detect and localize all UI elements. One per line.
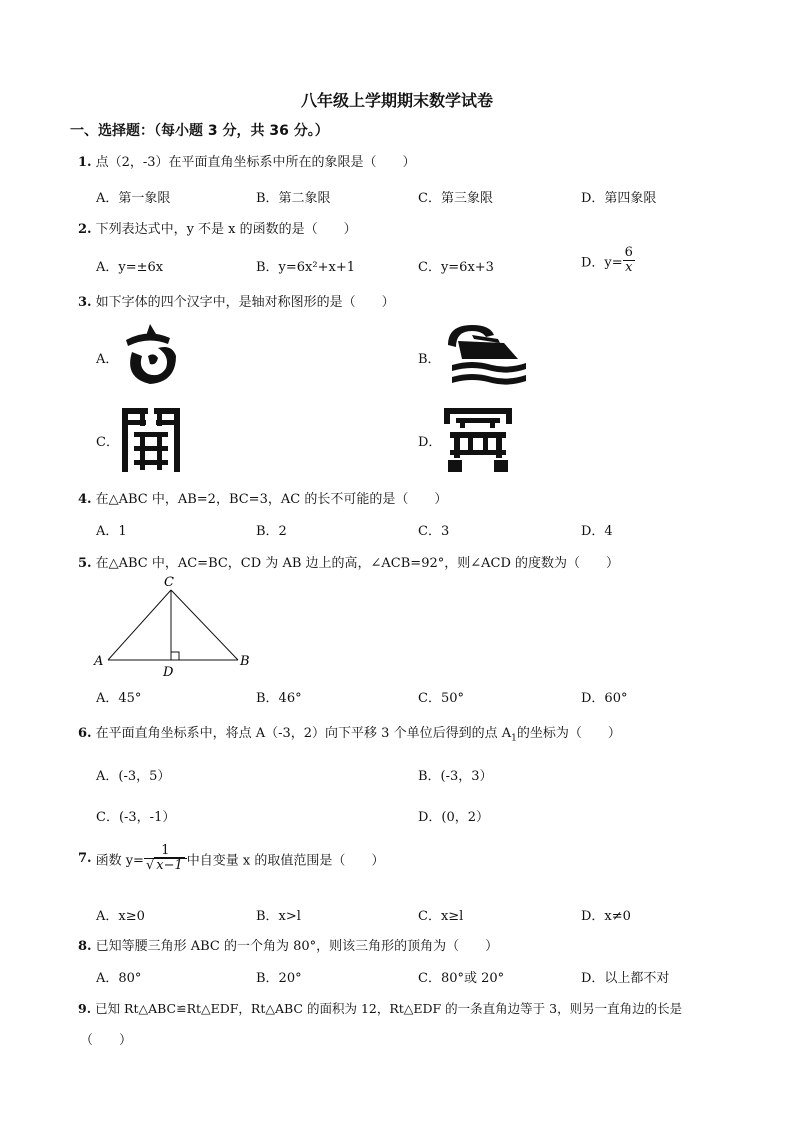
q6-option-a[interactable]: A．(-3，5） [96, 769, 171, 784]
q1-option-d[interactable]: D．第四象限 [581, 191, 657, 206]
calligraphy-glyph-d-image [442, 404, 514, 474]
q7-option-c[interactable]: C．x≥l [418, 909, 464, 924]
q4-option-b[interactable]: B．2 [256, 524, 287, 539]
q7-option-b[interactable]: B．x>l [256, 909, 301, 924]
q6-option-c[interactable]: C．(-3，-1） [96, 810, 176, 825]
q4-option-d[interactable]: D．4 [581, 524, 613, 539]
q8-option-d[interactable]: D．以上都不对 [581, 971, 670, 986]
q2-option-c[interactable]: C．y=6x+3 [418, 260, 494, 275]
question-8: 8. 已知等腰三角形 ABC 的一个角为 80°，则该三角形的顶角为（ ） [78, 939, 499, 954]
q8-option-c[interactable]: C．80°或 20° [418, 971, 505, 986]
q5-option-c[interactable]: C．50° [418, 691, 464, 706]
q3-option-b[interactable]: B． [418, 352, 441, 367]
q5-option-a[interactable]: A．45° [96, 691, 142, 706]
calligraphy-glyph-b-image [442, 321, 528, 387]
page-title: 八年级上学期期末数学试卷 [300, 91, 493, 110]
section-heading: 一、选择题：（每小题 3 分，共 36 分。） [70, 123, 329, 139]
q1-option-a[interactable]: A．第一象限 [96, 191, 171, 206]
q5-option-d[interactable]: D．60° [581, 691, 628, 706]
q1-option-c[interactable]: C．第三象限 [418, 191, 493, 206]
q5-option-b[interactable]: B．46° [256, 691, 302, 706]
calligraphy-glyph-a-image [118, 322, 182, 388]
q8-option-b[interactable]: B．20° [256, 971, 302, 986]
q6-option-b[interactable]: B．(-3，3） [418, 769, 493, 784]
q1-option-b[interactable]: B．第二象限 [256, 191, 331, 206]
q4-option-c[interactable]: C．3 [418, 524, 450, 539]
question-1: 1. 点（2，-3）在平面直角坐标系中所在的象限是（ ） [78, 155, 416, 170]
q2-option-b[interactable]: B．y=6x²+x+1 [256, 260, 355, 275]
q2-option-d[interactable]: D．y= $\frac{6}{x}$ [581, 245, 633, 276]
calligraphy-glyph-c-image [118, 404, 184, 474]
label-b: B [240, 654, 250, 669]
q8-option-a[interactable]: A．80° [96, 971, 142, 986]
question-4: 4. 在△ABC 中，AB=2，BC=3，AC 的长不可能的是（ ） [78, 492, 448, 507]
q3-option-d[interactable]: D． [418, 435, 442, 450]
q6-option-d[interactable]: D．(0，2） [418, 810, 490, 825]
question-5: 5. 在△ABC 中，AC=BC，CD 为 AB 边上的高，∠ACB=92°，则∠ACD 的度数为（ ） [78, 556, 620, 571]
q3-option-a[interactable]: A． [96, 352, 119, 367]
question-6: 6. 在平面直角坐标系中，将点 A（-3，2）向下平移 3 个单位后得到的点 $A_1$的坐标为（ ） [78, 726, 621, 744]
question-7: 7. 函数 y= $\frac{1}{√ x-1}$ 中自变量 x 的取值范围是（ ） [78, 843, 385, 874]
q3-option-c[interactable]: C． [96, 435, 119, 450]
q2-option-a[interactable]: A．y=±6x [96, 260, 164, 275]
label-a: A [94, 654, 104, 669]
question-2: 2. 下列表达式中，y 不是 x 的函数的是（ ） [78, 222, 357, 237]
label-c: C [164, 575, 174, 590]
q7-option-a[interactable]: A．x≥0 [96, 909, 145, 924]
question-3: 3. 如下字体的四个汉字中，是轴对称图形的是（ ） [78, 295, 395, 310]
question-9: 9. 已知 Rt△ABC≌Rt△EDF，Rt△ABC 的面积为 12，Rt△EDF 的一条直角边等于 3，则另一直角边的长是 [78, 1001, 683, 1016]
label-d: D [163, 665, 174, 680]
q4-option-a[interactable]: A．1 [96, 524, 127, 539]
triangle-figure [90, 572, 260, 682]
question-9-continuation: （ ） [80, 1033, 133, 1048]
q7-option-d[interactable]: D．x≠0 [581, 909, 631, 924]
